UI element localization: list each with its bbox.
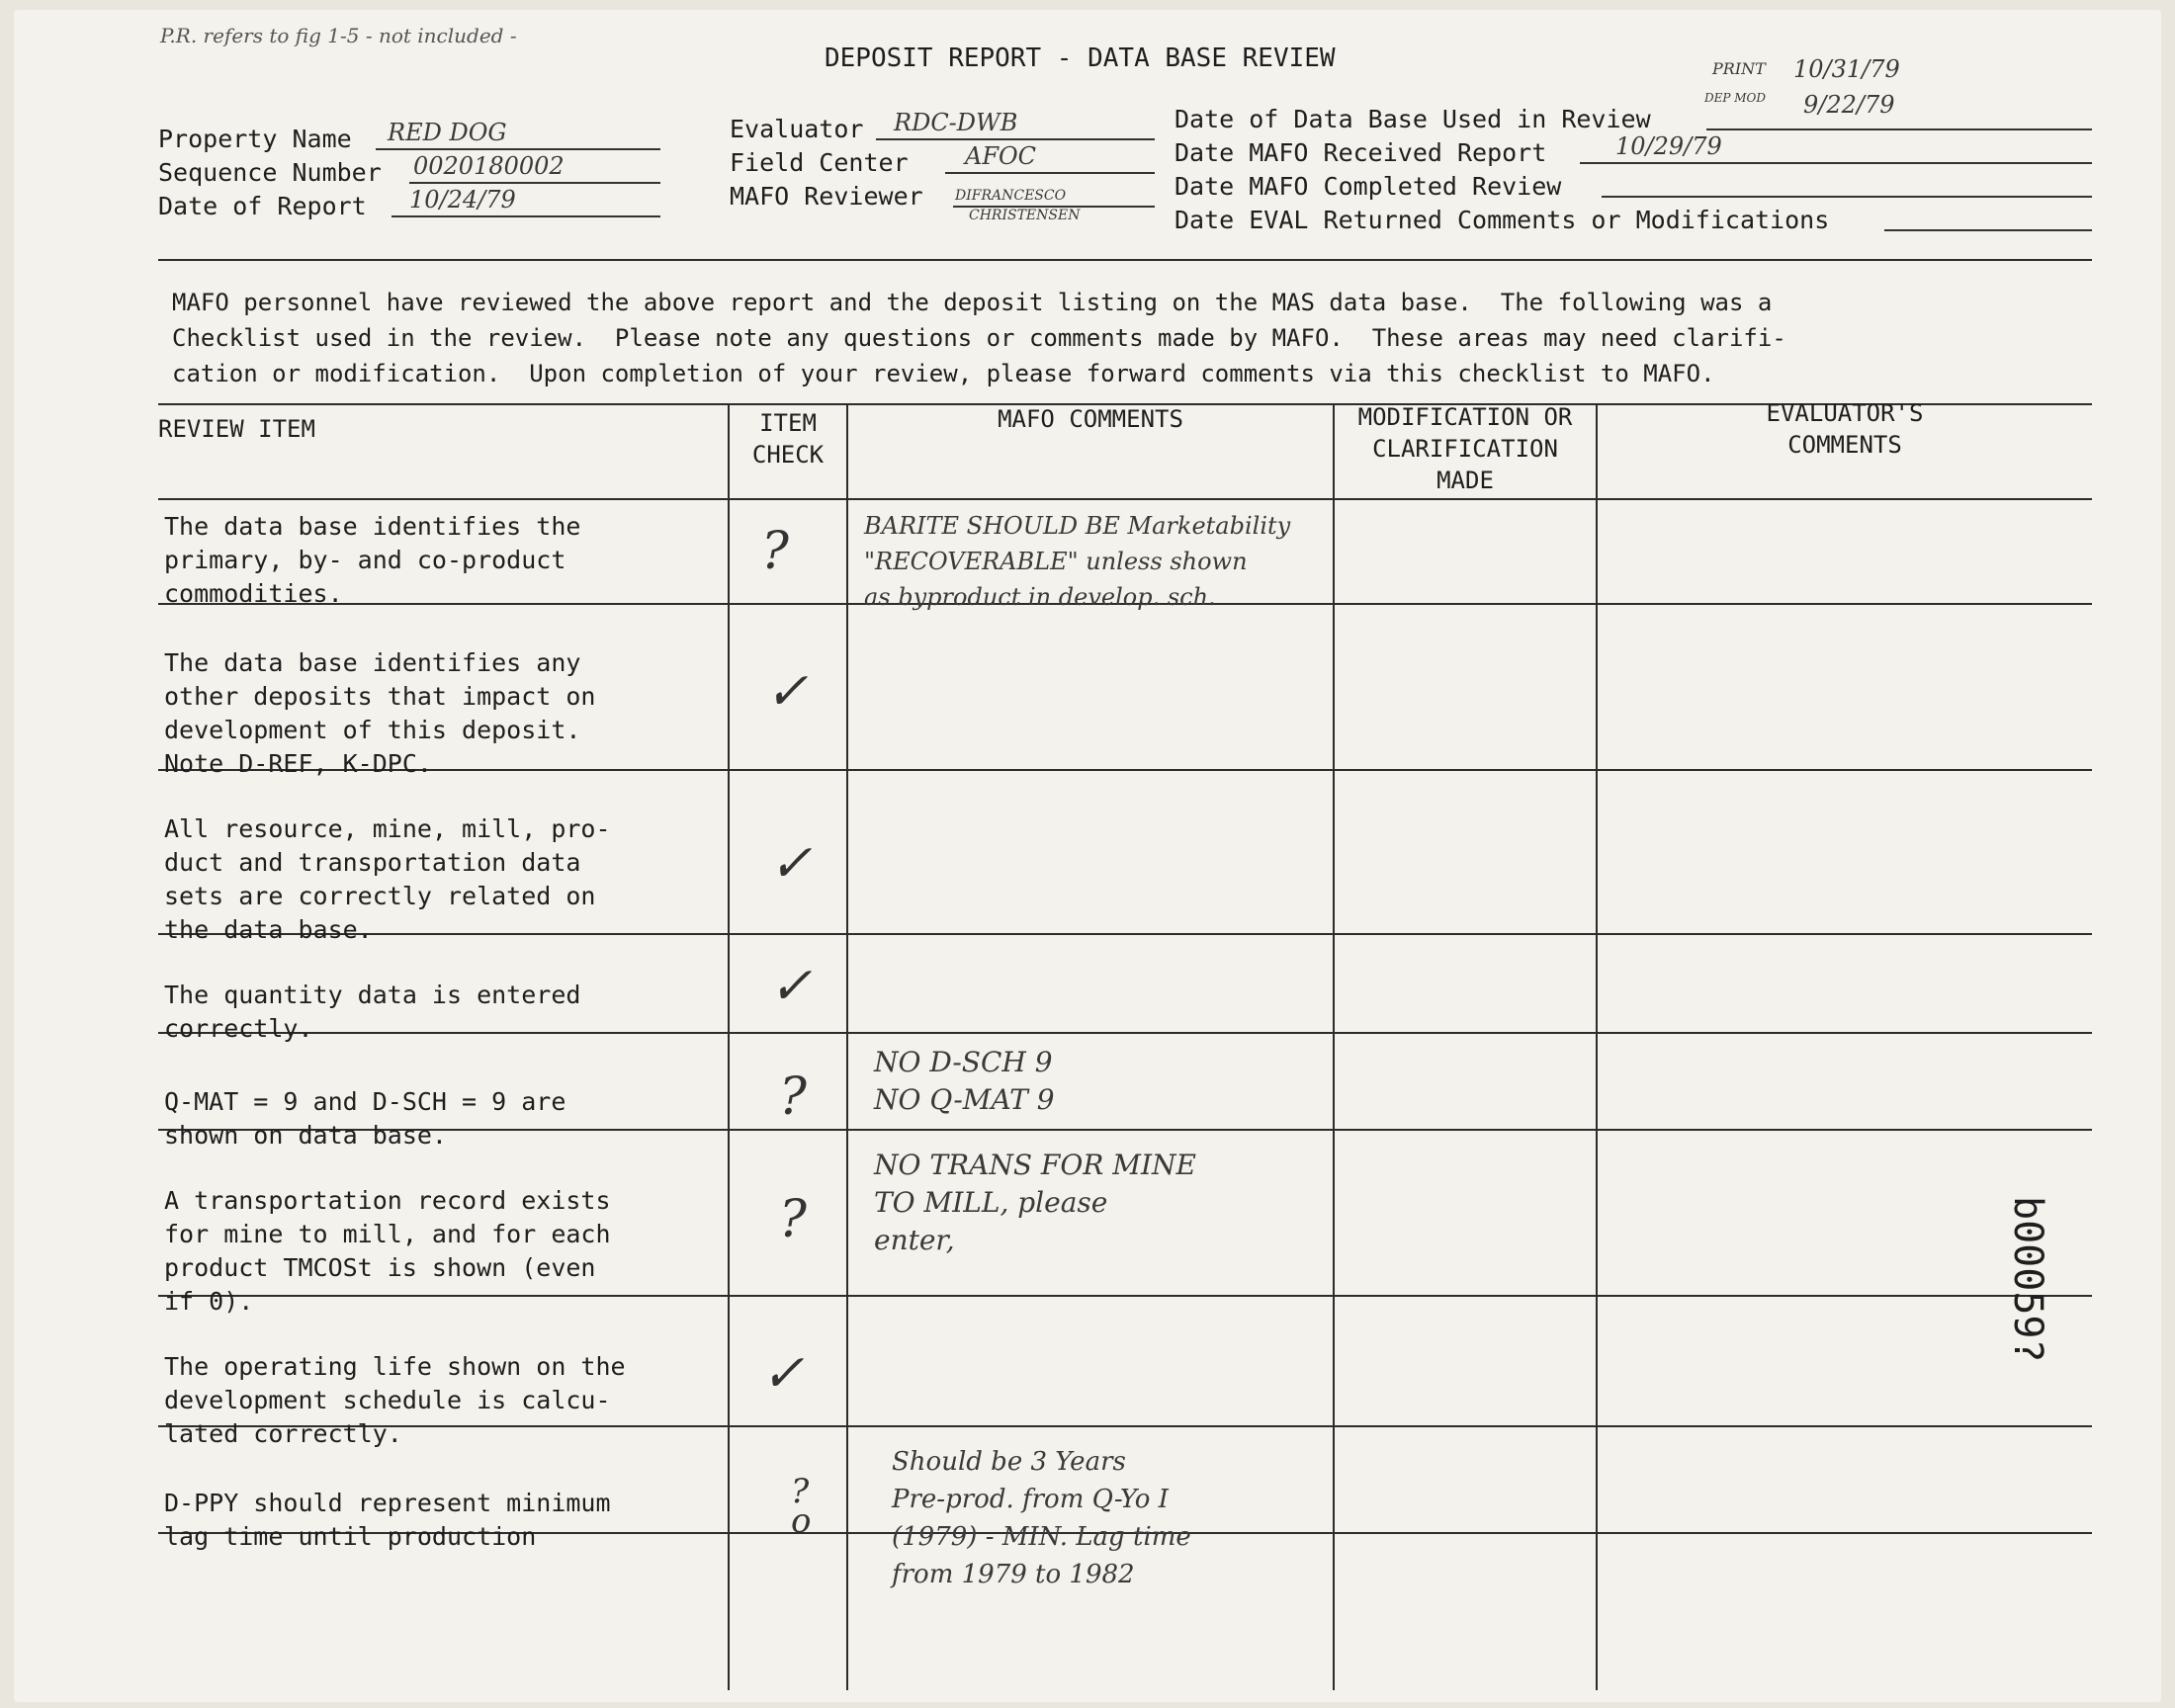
col-divider-3 <box>1333 405 1335 1690</box>
field-center-line <box>945 172 1155 174</box>
mafo-reviewer-value-2: CHRISTENSEN <box>969 208 1081 223</box>
header-modification: MODIFICATION OR CLARIFICATION MADE <box>1357 403 1573 494</box>
property-name-label: Property Name <box>158 125 352 153</box>
date-received-line <box>1580 162 2092 164</box>
row-6-item: A transportation record exists for mine to mill, and for each product TMCOSt is shown (even if 0). <box>164 1186 611 1316</box>
evaluator-label: Evaluator <box>730 115 864 143</box>
row-1-comment: BARITE SHOULD BE Marketability "RECOVERABLE" unless shown as byproduct in develop. sch. <box>864 512 1291 611</box>
row-1-check: ? <box>761 522 789 581</box>
row-8-check: ? o <box>791 1472 812 1541</box>
date-db-line <box>1706 128 2092 130</box>
handwritten-top-note: P.R. refers to fig 1-5 - not included - <box>160 24 517 47</box>
field-center-label: Field Center <box>730 148 909 177</box>
row-4-item: The quantity data is entered correctly. <box>164 981 581 1043</box>
row-6-check: ? <box>779 1190 807 1249</box>
sequence-number-line <box>409 182 660 184</box>
sequence-number-value: 0020180002 <box>413 152 565 180</box>
header-item-check: ITEM CHECK <box>751 409 825 469</box>
table-header-rule <box>158 498 2092 500</box>
property-name-line <box>376 148 660 150</box>
margin-stamp-number: b00059? <box>2005 1196 2050 1363</box>
date-returned-label: Date EVAL Returned Comments or Modifications <box>1174 206 1830 234</box>
evaluator-value: RDC-DWB <box>894 109 1018 136</box>
intro-top-rule <box>158 259 2092 261</box>
date-db-print-value: 10/31/79 <box>1793 55 1900 83</box>
col-divider-1 <box>728 405 730 1690</box>
property-name-value: RED DOG <box>388 119 507 146</box>
intro-paragraph <box>172 285 1786 391</box>
row-8-comment: Should be 3 Years Pre-prod. from Q-Yo I (1979) - MIN. Lag time from 1979 to 1982 <box>892 1447 1191 1589</box>
date-db-label: Date of Data Base Used in Review <box>1174 105 1651 133</box>
date-db-dep-value: 9/22/79 <box>1803 91 1895 119</box>
date-of-report-label: Date of Report <box>158 192 367 220</box>
page-title: DEPOSIT REPORT - DATA BASE REVIEW <box>825 43 1336 73</box>
row-2-item: The data base identifies any other deposits that impact on development of this deposit. Note D-REF, K-DPC. <box>164 648 596 778</box>
col-divider-2 <box>846 405 848 1690</box>
intro-line-1: MAFO personnel have reviewed the above report and the deposit listing on the MAS data base. The following was a <box>172 289 1773 316</box>
date-db-print-label: PRINT <box>1712 59 1766 78</box>
date-received-value: 10/29/79 <box>1615 132 1722 160</box>
row-1-item: The data base identifies the primary, by- and co-product commodities. <box>164 512 581 608</box>
document-page <box>14 10 2161 1702</box>
mafo-reviewer-label: MAFO Reviewer <box>730 182 923 211</box>
row-6-comment: NO TRANS FOR MINE TO MILL, please enter, <box>874 1149 1196 1256</box>
sequence-number-label: Sequence Number <box>158 158 382 187</box>
header-review-item: REVIEW ITEM <box>158 415 315 443</box>
row-3-item: All resource, mine, mill, pro- duct and transportation data sets are correctly related on the data base. <box>164 814 611 944</box>
intro-line-3: cation or modification. Upon completion of your review, please forward comments via this checklist to MAFO. <box>172 360 1715 387</box>
field-center-value: AFOC <box>965 142 1037 170</box>
date-of-report-value: 10/24/79 <box>409 186 516 214</box>
date-completed-label: Date MAFO Completed Review <box>1174 172 1562 201</box>
evaluator-line <box>876 138 1155 140</box>
date-returned-line <box>1884 229 2092 231</box>
intro-line-2: Checklist used in the review. Please note any questions or comments made by MAFO. These areas may need clarifi- <box>172 324 1786 352</box>
row-8-item: D-PPY should represent minimum lag time until production <box>164 1489 611 1551</box>
row-5-comment: NO D-SCH 9 NO Q-MAT 9 <box>874 1046 1055 1116</box>
row-7-item: The operating life shown on the development schedule is calcu- lated correctly. <box>164 1352 626 1448</box>
mafo-reviewer-value-1: DIFRANCESCO <box>955 188 1067 204</box>
date-db-dep-label: DEP MOD <box>1704 91 1767 105</box>
header-mafo-comments: MAFO COMMENTS <box>998 405 1183 433</box>
row-5-check: ? <box>779 1068 807 1127</box>
date-completed-line <box>1602 196 2092 198</box>
row-2-check: ✓ <box>765 662 809 722</box>
row-7-check: ✓ <box>761 1344 805 1404</box>
col-divider-4 <box>1596 405 1598 1690</box>
row-5-item: Q-MAT = 9 and D-SCH = 9 are shown on data base. <box>164 1087 566 1150</box>
row-3-check: ✓ <box>769 834 813 894</box>
date-of-report-line <box>392 215 660 217</box>
date-received-label: Date MAFO Received Report <box>1174 138 1547 167</box>
row-4-check: ✓ <box>769 957 813 1016</box>
header-evaluator-comments: EVALUATOR'S COMMENTS <box>1766 399 1924 459</box>
